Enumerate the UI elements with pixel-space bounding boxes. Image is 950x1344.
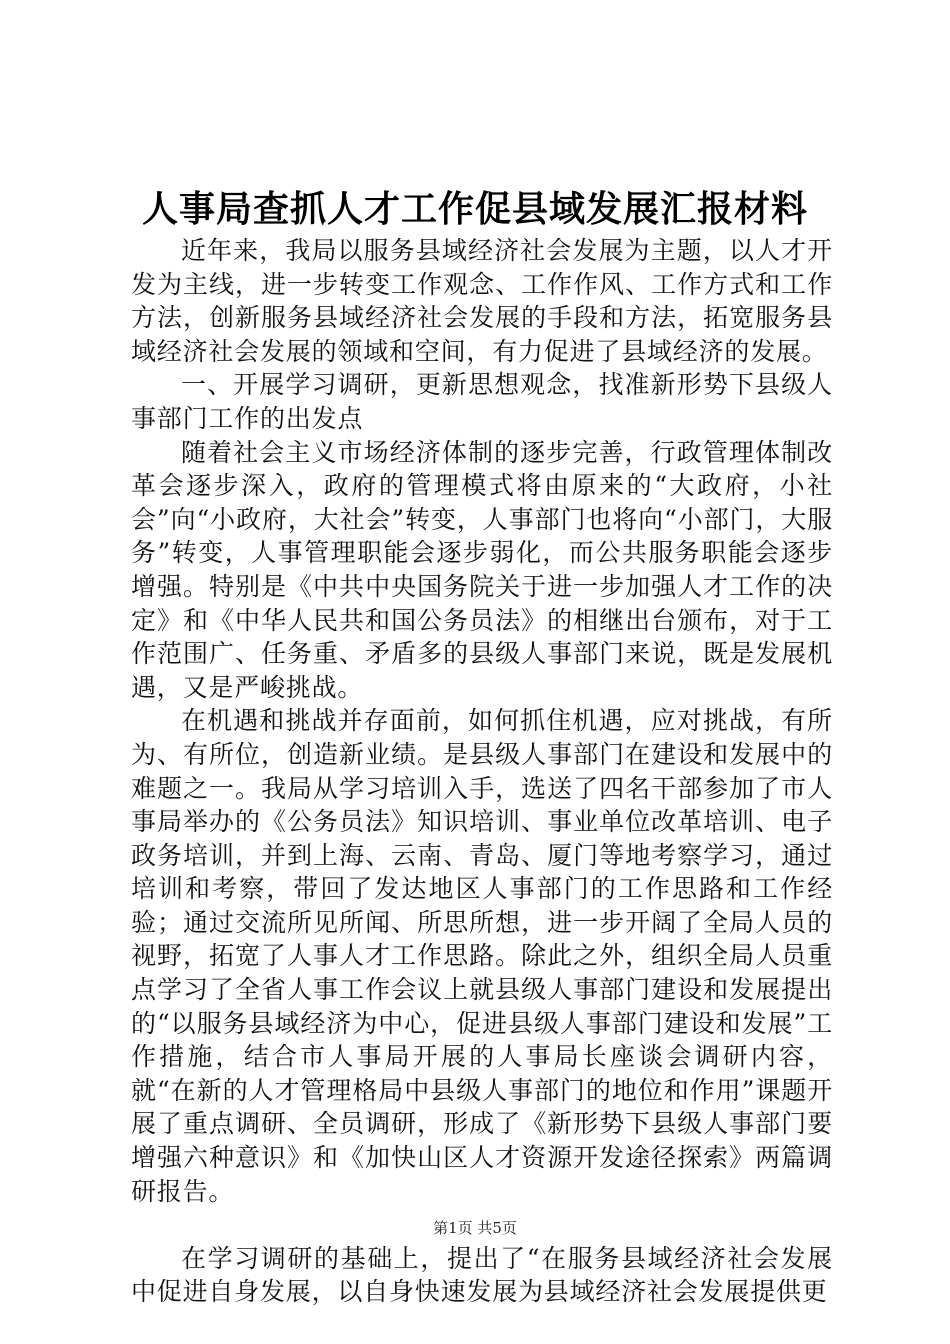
- paragraph-intro: 近年来，我局以服务县域经济社会发展为主题，以人才开发为主线，进一步转变工作观念、工作作风、工作方式和工作方法，创新服务县域经济社会发展的手段和方法，拓宽服务县域经济社会发展的领域和空间，有力促进了县域经济的发展。: [131, 236, 833, 366]
- paragraph-background: 随着社会主义市场经济体制的逐步完善，行政管理体制改革会逐步深入，政府的管理模式将由原来的“大政府，小社会”向“小政府，大社会”转变，人事部门也将向“小部门，大服务”转变，人事管理职能会逐步弱化，而公共服务职能会逐步增强。特别是《中共中央国务院关于进一步加强人才工作的决定》和《中华人民共和国公务员法》的相继出台颁布，对于工作范围广、任务重、矛盾多的县级人事部门来说，既是发展机遇，又是严峻挑战。: [131, 437, 833, 702]
- document-body: [131, 234, 833, 1309]
- paragraph-proposal: 在学习调研的基础上，提出了“在服务县域经济社会发展中促进自身发展，以自身快速发展为县域经济社会发展提供更: [131, 1243, 833, 1307]
- paragraph-study-training: 在机遇和挑战并存面前，如何抓住机遇，应对挑战，有所为、有所位，创造新业绩。是县级人事部门在建设和发展中的难题之一。我局从学习培训入手，选送了四名干部参加了市人事局举办的《公务员法》知识培训、事业单位改革培训、电子政务培训，并到上海、云南、青岛、厦门等地考察学习，通过培训和考察，带回了发达地区人事部门的工作思路和工作经验；通过交流所见所闻、所思所想，进一步开阔了全局人员的视野，拓宽了人事人才工作思路。除此之外，组织全局人员重点学习了全省人事工作会议上就县级人事部门建设和发展提出的“以服务县域经济为中心，促进县级人事部门建设和发展”工作措施，结合市人事局开展的人事局长座谈会调研内容，就“在新的人才管理格局中县级人事部门的地位和作用”课题开展了重点调研、全员调研，形成了《新形势下县级人事部门要增强六种意识》和《加快山区人才资源开发途径探索》两篇调研报告。: [131, 706, 833, 1206]
- document-title: 人事局查抓人才工作促县域发展汇报材料: [141, 188, 808, 230]
- section-heading-1: 一、开展学习调研，更新思想观念，找准新形势下县级人事部门工作的出发点: [131, 370, 833, 433]
- page-footer: 第1页 共5页: [433, 1219, 517, 1237]
